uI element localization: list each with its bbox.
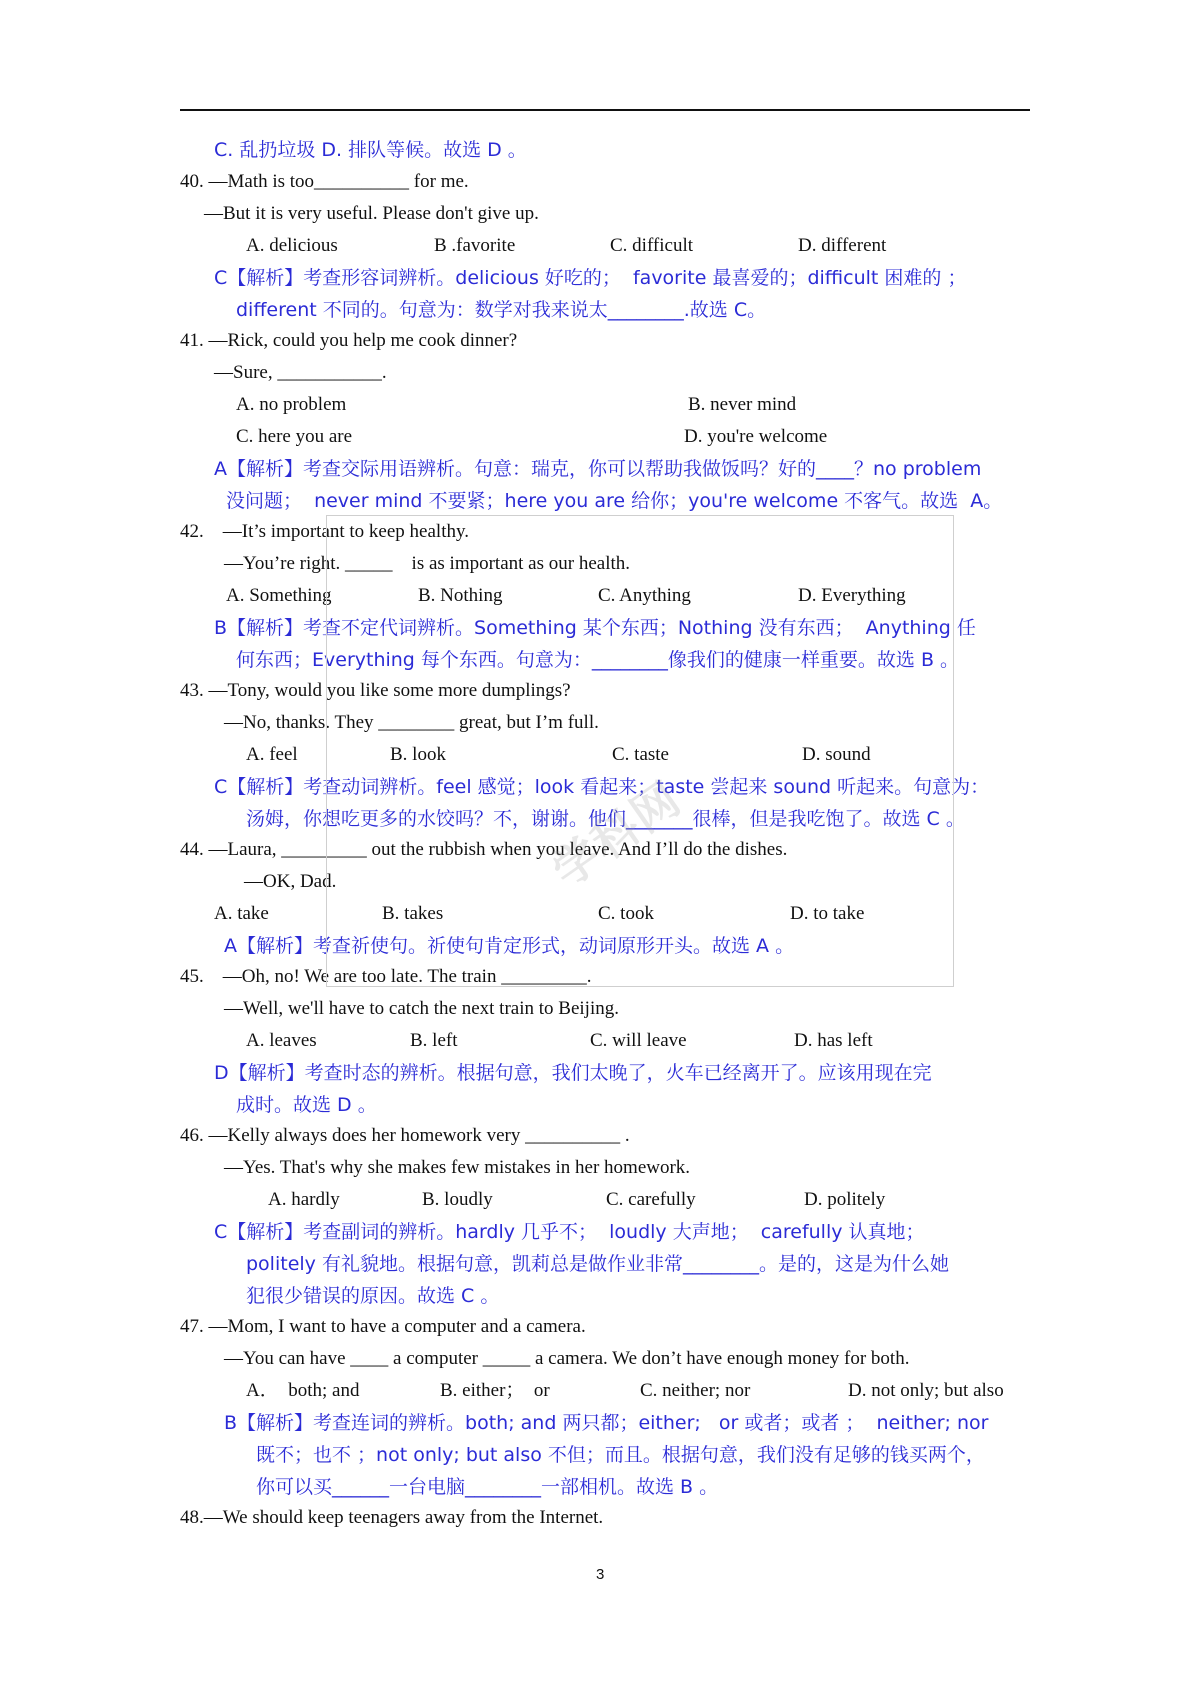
answer-explanation-line: 成时。故选 D 。 <box>236 1094 377 1116</box>
answer-option: A. delicious <box>246 235 338 256</box>
answer-option: B. either； or <box>440 1380 550 1401</box>
answer-option: A. no problem <box>236 394 347 415</box>
answer-option: B. never mind <box>688 394 797 415</box>
answer-explanation-line: C【解析】考查动词辨析。feel 感觉；look 看起来；taste 尝起来 sound 听起来。句意为： <box>214 776 990 798</box>
question-line: 48.—We should keep teenagers away from the Internet. <box>180 1507 604 1528</box>
watermark-text: 学科网 <box>542 770 692 898</box>
answer-explanation-line: C【解析】考查副词的辨析。hardly 几乎不； loudly 大声地； carefully 认真地； <box>214 1221 925 1243</box>
answer-option: B. Nothing <box>418 585 503 606</box>
answer-option: C. Anything <box>598 585 691 606</box>
answer-explanation-line: D【解析】考查时态的辨析。根据句意，我们太晚了，火车已经离开了。应该用现在完 <box>214 1062 932 1084</box>
answer-option: D. has left <box>794 1030 873 1051</box>
answer-option: A. feel <box>246 744 298 765</box>
answer-option: C. took <box>598 903 654 924</box>
question-line: 42. —It’s important to keep healthy. <box>180 521 469 542</box>
answer-option: A. Something <box>226 585 332 606</box>
page-number: 3 <box>596 1566 605 1583</box>
answer-option: D. different <box>798 235 887 256</box>
answer-explanation-line: 既不；也不 ；not only; but also 不但；而且。根据句意，我们没有足够的钱买两个， <box>256 1444 985 1466</box>
question-line: —You’re right. _____ is as important as our health. <box>224 553 630 574</box>
answer-option: C. difficult <box>610 235 694 256</box>
question-line: 40. —Math is too__________ for me. <box>180 171 469 192</box>
answer-option: C. taste <box>612 744 669 765</box>
answer-option: B .favorite <box>434 235 516 256</box>
answer-option: D. sound <box>802 744 871 765</box>
question-line: 41. —Rick, could you help me cook dinner? <box>180 330 518 351</box>
answer-option: B. look <box>390 744 446 765</box>
answer-explanation-line: B【解析】考查连词的辨析。both; and 两只都；either; or 或者；或者 ； neither; nor <box>224 1412 989 1434</box>
answer-explanation-line: B【解析】考查不定代词辨析。Something 某个东西；Nothing 没有东西； Anything 任 <box>214 617 976 639</box>
question-line: —But it is very useful. Please don't give up. <box>204 203 539 224</box>
answer-explanation-line: 没问题； never mind 不要紧；here you are 给你；you're welcome 不客气。故选 A。 <box>226 490 1003 512</box>
answer-option: D. you're welcome <box>684 426 828 447</box>
answer-option: C. will leave <box>590 1030 687 1051</box>
question-line: 43. —Tony, would you like some more dumplings? <box>180 680 571 701</box>
answer-option: D. to take <box>790 903 865 924</box>
answer-option: A． both; and <box>246 1380 360 1401</box>
question-line: 45. —Oh, no! We are too late. The train _________. <box>180 966 592 987</box>
answer-explanation-line: politely 有礼貌地。根据句意，凯莉总是做作业非常________。是的，这是为什么她 <box>246 1253 949 1275</box>
answer-explanation-line: 你可以买______一台电脑________一部相机。故选 B 。 <box>256 1476 719 1498</box>
answer-explanation-line: 汤姆，你想吃更多的水饺吗？不，谢谢。他们_______很棒，但是我吃饱了。故选 C 。 <box>246 808 965 830</box>
answer-explanation-line: 何东西；Everything 每个东西。句意为：________像我们的健康一样重要。故选 B 。 <box>236 649 960 671</box>
answer-option: B. takes <box>382 903 444 924</box>
question-line: —No, thanks. They ________ great, but I’m full. <box>224 712 599 733</box>
answer-option: D. politely <box>804 1189 886 1210</box>
answer-option: B. left <box>410 1030 458 1051</box>
answer-option: A. take <box>214 903 269 924</box>
answer-option: C. here you are <box>236 426 353 447</box>
answer-explanation-line: C. 乱扔垃圾 D. 排队等候。故选 D 。 <box>214 139 527 161</box>
question-line: —Yes. That's why she makes few mistakes in her homework. <box>224 1157 691 1178</box>
question-line: —Well, we'll have to catch the next train to Beijing. <box>224 998 619 1019</box>
answer-explanation-line: A【解析】考查祈使句。祈使句肯定形式，动词原形开头。故选 A 。 <box>224 935 795 957</box>
answer-explanation-line: 犯很少错误的原因。故选 C 。 <box>246 1285 500 1307</box>
header-rule <box>180 109 1030 111</box>
answer-option: A. leaves <box>246 1030 317 1051</box>
answer-option: C. neither; nor <box>640 1380 751 1401</box>
answer-option: B. loudly <box>422 1189 493 1210</box>
question-line: —OK, Dad. <box>244 871 337 892</box>
answer-option: D. Everything <box>798 585 906 606</box>
answer-explanation-line: different 不同的。句意为：数学对我来说太________.故选 C。 <box>236 299 767 321</box>
question-line: —You can have ____ a computer _____ a camera. We don’t have enough money for both. <box>224 1348 910 1369</box>
question-line: 47. —Mom, I want to have a computer and a camera. <box>180 1316 586 1337</box>
answer-explanation-line: C【解析】考查形容词辨析。delicious 好吃的； favorite 最喜爱的；difficult 困难的 ； <box>214 267 967 289</box>
question-line: 44. —Laura, _________ out the rubbish when you leave. And I’ll do the dishes. <box>180 839 788 860</box>
answer-option: D. not only; but also <box>848 1380 1004 1401</box>
answer-option: C. carefully <box>606 1189 696 1210</box>
answer-option: A. hardly <box>268 1189 340 1210</box>
question-line: 46. —Kelly always does her homework very __________ . <box>180 1125 630 1146</box>
answer-explanation-line: A【解析】考查交际用语辨析。句意：瑞克，你可以帮助我做饭吗？好的____？no problem <box>214 458 982 480</box>
question-line: —Sure, ___________. <box>214 362 387 383</box>
